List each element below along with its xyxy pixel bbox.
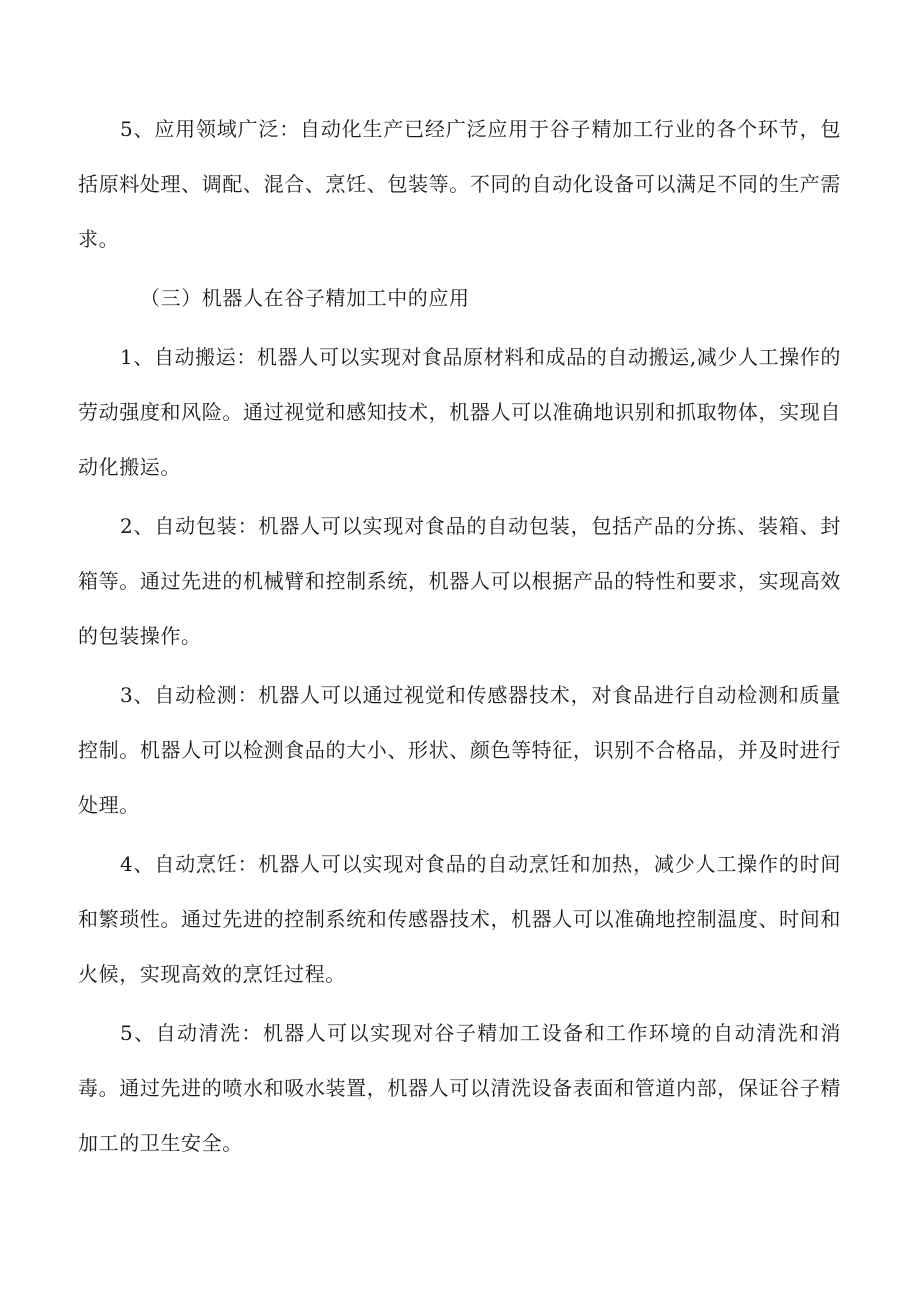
document-page — [78, 102, 841, 1175]
paragraph-auto-cooking: 4、自动烹饪：机器人可以实现对食品的自动烹饪和加热，减少人工操作的时间和繁琐性。通过先进的控制系统和传感器技术，机器人可以准确地控制温度、时间和火候，实现高效的烹饪过程。 — [78, 852, 841, 986]
paragraph-application-fields: 5、应用领域广泛：自动化生产已经广泛应用于谷子精加工行业的各个环节，包括原料处理、调配、混合、烹饪、包装等。不同的自动化设备可以满足不同的生产需求。 — [78, 117, 841, 251]
paragraph-auto-handling: 1、自动搬运：机器人可以实现对食品原材料和成品的自动搬运,减少人工操作的劳动强度和风险。通过视觉和感知技术，机器人可以准确地识别和抓取物体，实现自动化搬运。 — [78, 345, 841, 479]
paragraph-auto-packaging: 2、自动包装：机器人可以实现对食品的自动包装，包括产品的分拣、装箱、封箱等。通过先进的机械臂和控制系统，机器人可以根据产品的特性和要求，实现高效的包装操作。 — [78, 514, 841, 648]
paragraph-auto-cleaning: 5、自动清洗：机器人可以实现对谷子精加工设备和工作环境的自动清洗和消毒。通过先进的喷水和吸水装置，机器人可以清洗设备表面和管道内部，保证谷子精加工的卫生安全。 — [78, 1021, 841, 1155]
section-heading-robot-application: （三）机器人在谷子精加工中的应用 — [140, 286, 470, 310]
paragraph-auto-inspection: 3、自动检测：机器人可以通过视觉和传感器技术，对食品进行自动检测和质量控制。机器人可以检测食品的大小、形状、颜色等特征，识别不合格品，并及时进行处理。 — [78, 683, 841, 817]
